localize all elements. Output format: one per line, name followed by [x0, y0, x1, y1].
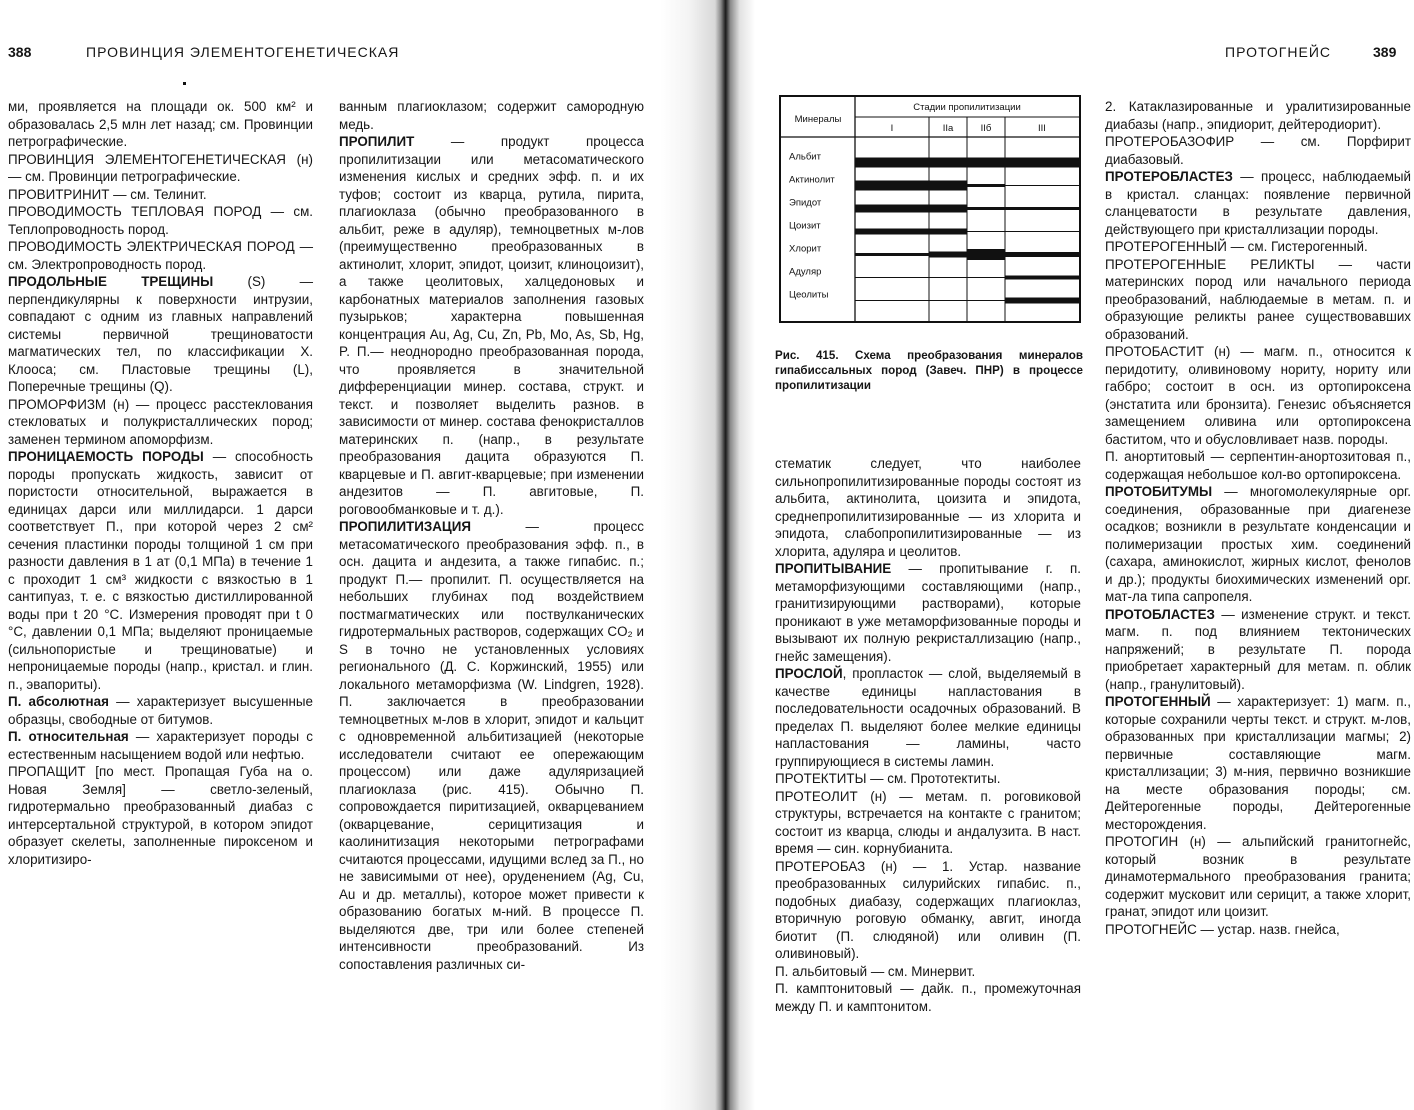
entry-headword: ПРОНИЦАЕМОСТЬ ПОРОДЫ: [8, 449, 204, 464]
entry-text: — процесс, наблюдаемый в кристал. сланцах: появление первичной сланцеватости в результате давления, действующего при кристаллизации породы.: [1105, 169, 1411, 237]
entry-paragraph: [775, 665, 1081, 770]
entry-headword: ПРОПИЛИТ: [339, 134, 415, 149]
stage-presence-bar: [855, 229, 967, 235]
entry-paragraph: [1105, 606, 1411, 694]
entry-text: ПРОПАЩИТ [по мест. Пропащая Губа на о. Новая Земля] — светло-зеленый, гидротермально преобразованный диабаз с интерсертальной структурой, в котором эпидот образует скелеты, заполненные пироксеном и хлоритизиро-: [8, 764, 313, 867]
entry-text: ПРОВИНЦИЯ ЭЛЕМЕНТОГЕНЕТИЧЕСКАЯ (н) — см. Провинции петрографические.: [8, 151, 313, 184]
printer-mark: [183, 82, 186, 85]
entry-paragraph: [775, 560, 1081, 665]
entry-text: — характеризует породы с естественным насыщением водой или нефтью.: [8, 729, 313, 762]
entry-paragraph: [775, 770, 1081, 788]
entry-text: ПРОТЕРОБАЗ (н) — 1. Устар. название преобразованных силурийских гипабис. п., подобных диабазу, содержащих плагиоклаз, вторичную роговую обманку, авгит, иногда биотит (П. слюдяной) или оливин (П. оливиновый).: [775, 858, 1081, 961]
right-page: [755, 0, 1414, 1110]
stage-presence-bar: [1005, 276, 1079, 280]
entry-text: ПРОМОРФИЗМ (н) — процесс расстеклования стекловатых и полукристаллических пород; заменен термином апоморфизм.: [8, 396, 313, 447]
header-stages: Стадии пропилитизации: [913, 102, 1021, 113]
entry-text: ПРОТОБАСТИТ (н) — магм. п., относится к перидотиту, оливиновому нориту, нориту или габбро; состоит в осн. из ортопироксена (энстатита или бронзита). Генезис объясняется замещением оливина или ортопироксена баститом, что и обусловливает назв. породы.: [1105, 344, 1411, 447]
entry-text: — изменение структ. и текст. магм. п. под влиянием тектонических напряжений; в результате П. порода приобретает характерный для метам. п. облик (напр., гранулитовый).: [1105, 606, 1411, 692]
figure-415-table: [779, 95, 1081, 323]
stage-presence-bar: [967, 249, 1005, 260]
stage-presence-bar: [967, 207, 1079, 210]
entry-text: — способность породы пропускать жидкость, зависит от пористости относительной, выражается в единицах дарси или миллидарси. 1 дарси соответствует П., при которой через 2 см² сечения пластинки породы толщиной 1 см при разности давления в 1 ат (0,1 МПа) в течение 1 с проходит 1 см³ жидкости с вязкостью в 1 сантипуаз, т. е. с вязкостью дистиллированной воды при t 20 °С. Измерения проводят при t 0 °С, давлении 0,1 МПа; выделяют проницаемые (сильнопористые и трещиноватые) и непроницаемые породы (напр., кристал. и глин. п., эвапориты).: [8, 449, 313, 692]
page-number-right: 389: [1373, 44, 1397, 60]
entry-text: ПРОТЕОЛИТ (н) — метам. п. роговиковой структуры, встречается на контакте с гранитом; состоит из кварца, слюды и андалузита. В наст. время — син. корнубианита.: [775, 788, 1081, 856]
entry-text: ПРОВОДИМОСТЬ ЭЛЕКТРИЧЕСКАЯ ПОРОД — см. Электропроводность пород.: [8, 239, 313, 272]
stage-label: IIа: [942, 123, 954, 134]
stage-presence-bar: [855, 205, 967, 213]
entry-text: П. камптонитовый — дайк. п., промежуточная между П. и камптонитом.: [775, 981, 1081, 1014]
entry-headword: ПРОСЛОЙ: [775, 666, 843, 681]
stage-presence-bar: [1005, 252, 1079, 257]
right-column-2: [1105, 98, 1411, 938]
entry-text: — продукт процесса пропилитизации или метасоматического изменения кислых и средних эфф. п. и их туфов; состоит из кварца, рутила, пирита, плагиоклаза (обычно преобразованного в альбит, реже в адуляр), темноцветных м-лов (преимущественно преобразованных в актинолит, хлорит, эпидот, цоизит, клиноцоизит), а также цеолитовых, халцедоновых и карбонатных материалов заполнения газовых пузырьков; характерна повышенная концентрация Au, Ag, Cu, Zn, Pb, Mo, As, Sb, Hg, P. П.— неоднородно преобразованная порода, что проявляется в значительной дифференциации минер. состава, структ. и текст. и позволяет выделить разнов. в зависимости от минер. состава фенокристаллов материнских п. (напр., в результате преобразования дацита образуются П. кварцевые и П. авгит-кварцевые; при изменении андезитов — П. авгитовые, П. роговообманковые и т. д.).: [339, 134, 644, 517]
header-minerals: Минералы: [794, 114, 842, 125]
entry-text: , пропласток — слой, выделяемый в качестве единицы напластования в последовательности осадочных образований. В пределах П. выделяют более мелкие единицы напластования — ламины, часто группирующиеся в системы ламин.: [775, 666, 1081, 769]
entry-paragraph: [1105, 448, 1411, 483]
entry-headword: ПРОДОЛЬНЫЕ ТРЕЩИНЫ: [8, 274, 214, 289]
mineral-label: Хлорит: [789, 243, 822, 255]
entry-paragraph: [339, 133, 644, 518]
entry-paragraph: [1105, 133, 1411, 168]
book-spine: [660, 0, 755, 1110]
entry-text: ПРОТЕРОБАЗОФИР — см. Порфирит диабазовый.: [1105, 134, 1411, 167]
entry-paragraph: [1105, 693, 1411, 833]
entry-paragraph: [8, 448, 313, 693]
entry-headword: П. относительная: [8, 729, 129, 744]
entry-headword: ПРОТОБИТУМЫ: [1105, 484, 1213, 499]
entry-paragraph: [8, 186, 313, 204]
entry-paragraph: [8, 98, 313, 151]
entry-paragraph: [775, 788, 1081, 858]
entry-paragraph: [8, 151, 313, 186]
left-column-1: [8, 98, 313, 868]
running-head-left: ПРОВИНЦИЯ ЭЛЕМЕНТОГЕНЕТИЧЕСКАЯ: [86, 44, 400, 60]
stage-label: I: [890, 123, 894, 134]
mineral-label: Эпидот: [789, 197, 822, 209]
entry-paragraph: [8, 203, 313, 238]
entry-headword: ПРОПИЛИТИЗАЦИЯ: [339, 519, 471, 534]
entry-paragraph: [1105, 343, 1411, 448]
entry-paragraph: [339, 518, 644, 973]
mineral-label: Цоизит: [789, 220, 821, 232]
entry-text: — многомолекулярные орг. соединения, образованные при диагенезе осадков; возникли в результате конденсации и полимеризации простых хим. соединений (сахара, аминокислот, жирных кислот, фенолов и др.); продукты биохимических изменений орг. мат-ла типа сапропеля.: [1105, 484, 1411, 604]
stage-label: IIб: [980, 123, 992, 134]
left-column-2: [339, 98, 644, 973]
figure-caption: Рис. 415. Схема преобразования минералов гипабиссальных пород (Завеч. ПНР) в процессе пропилитизации: [775, 349, 1083, 392]
entry-paragraph: [8, 273, 313, 396]
entry-headword: ПРОТОБЛАСТЕЗ: [1105, 606, 1215, 622]
entry-paragraph: [775, 963, 1081, 981]
entry-headword: ПРОТЕРОБЛАСТЕЗ: [1105, 169, 1233, 184]
entry-text: — пропитывание г. п. метаморфизующими составляющими (напр., гранитизирующими растворами), которые проникают в уже метаморфизованные породы и вызывают их полную рекристаллизацию (напр., гнейс замещения).: [775, 561, 1081, 664]
entry-headword: ПРОПИТЫВАНИЕ: [775, 561, 892, 576]
entry-text: П. анортитовый — серпентин-анортозитовая п., содержащая небольшое кол-во ортопироксена.: [1105, 449, 1411, 482]
mineral-label: Адуляр: [789, 266, 822, 278]
entry-text: ПРОТОГИН (н) — альпийский гранитогнейс, который возник в результате динамотермального преобразования гранита; содержит мусковит или серицит, а также хлорит, гранат, эпидот или цоизит.: [1105, 834, 1411, 919]
entry-text: ПРОТЕРОГЕННЫЙ — см. Гистерогенный.: [1105, 239, 1368, 254]
entry-paragraph: [775, 980, 1081, 1015]
entry-paragraph: [8, 238, 313, 273]
stage-label: III: [1038, 123, 1046, 134]
running-head-right: ПРОТОГНЕЙС: [1225, 44, 1331, 60]
mineral-label: Цеолиты: [789, 289, 829, 301]
entry-paragraph: [339, 98, 644, 133]
entry-text: ПРОТОГНЕЙС — устар. назв. гнейса,: [1105, 921, 1340, 937]
stage-presence-bar: [967, 184, 1005, 187]
stage-presence-bar: [855, 181, 967, 191]
entry-paragraph: [1105, 256, 1411, 344]
entry-text: — характеризует высушенные образцы, свободные от битумов.: [8, 694, 314, 727]
entry-paragraph: [1105, 833, 1411, 921]
entry-paragraph: [1105, 98, 1411, 133]
entry-text: — характеризует: 1) магм. п., которые сохранили черты текст. и структ. м-лов, образованных при кристаллизации магмы; 2) первичные составляющие магм. кристаллизации; 3) м-ния, первично возникшие на месте образования породы; см. Дейтерогенные породы, Дейтерогенные месторождения.: [1105, 694, 1411, 832]
entry-text: — процесс метасоматического преобразования эфф. п., в осн. дацита и андезита, а также гипабис. п.; продукт П.— пропилит. П. осуществляется на небольших глубинах под воздействием постмагматических или поствулканических гидротермальных растворов, содержащих CO₂ и S в точно не установленных условиях регионального (Д. С. Коржинский, 1955) или локального метаморфизма (W. Lindgren, 1928). П. заключается в преобразовании темноцветных м-лов в хлорит, эпидот и кальцит с одновременной альбитизацией (некоторые исследователи считают ее опережающим процессом) или даже адуляризацией плагиоклаза (рис. 415). Обычно П. сопровождается пиритизацией, окварцеванием (окварцевание, серицитизация и каолинитизация некоторыми петрографами считаются процессами, идущими вслед за П., но не зависимыми от нее), оруденением (Ag, Cu, Au и др. металлы), которое может привести к образованию богатых м-ний. В процессе П. выделяются две, три или более степеней интенсивности преобразований. Из сопоставления различных си-: [339, 519, 644, 972]
right-column-1: [775, 455, 1081, 1015]
entry-text: ПРОТЕРОГЕННЫЕ РЕЛИКТЫ — части материнских пород или начального периода преобразований, наблюдаемые в метам. п. и образующие реликты ранее существовавших образований.: [1105, 256, 1411, 342]
entry-text: ванным плагиоклазом; содержит самородную медь.: [339, 99, 644, 132]
stage-presence-bar: [855, 158, 1079, 168]
entry-paragraph: [1105, 921, 1411, 939]
entry-text: ПРОТЕКТИТЫ — см. Прототектиты.: [775, 771, 1001, 786]
left-page: [0, 0, 660, 1110]
entry-paragraph: [775, 455, 1081, 560]
entry-headword: П. абсолютная: [8, 694, 109, 709]
entry-paragraph: [8, 763, 313, 868]
entry-paragraph: [8, 396, 313, 449]
entry-text: ПРОВОДИМОСТЬ ТЕПЛОВАЯ ПОРОД — см. Теплопроводность пород.: [8, 204, 313, 237]
entry-paragraph: [1105, 483, 1411, 606]
entry-text: ми, проявляется на площади ок. 500 км² и образовалась 2,5 млн лет назад; см. Провинции петрографические.: [8, 99, 313, 149]
entry-headword: ПРОТОГЕННЫЙ: [1105, 694, 1211, 709]
entry-text: ПРОВИТРИНИТ — см. Телинит.: [8, 186, 207, 202]
entry-paragraph: [1105, 168, 1411, 238]
entry-paragraph: [8, 693, 313, 728]
page-number-left: 388: [8, 44, 32, 60]
stage-presence-bar: [1005, 298, 1079, 304]
entry-paragraph: [8, 728, 313, 763]
mineral-label: Альбит: [789, 151, 821, 163]
entry-paragraph: [1105, 238, 1411, 256]
mineral-label: Актинолит: [789, 174, 835, 186]
entry-text: П. альбитовый — см. Минервит.: [775, 963, 976, 979]
entry-text: (S) — перпендикулярны к поверхности интрузии, совпадают с одним из главных направлений системы первичной трещиноватости магматических тел, по классификации Х. Клооса; см. Пластовые трещины (L), Поперечные трещины (Q).: [8, 274, 313, 394]
entry-paragraph: [775, 858, 1081, 963]
entry-text: 2. Катаклазированные и уралитизированные диабазы (напр., эпидиорит, дейтеродиорит).: [1105, 99, 1411, 132]
stage-presence-bar: [929, 252, 967, 258]
entry-text: стематик следует, что наиболее сильнопропилитизированные породы состоят из альбита, актинолита, цоизита и эпидота, среднепропилитизированные — из хлорита и эпидота, слабопропилитизированные — из хлорита, адуляра и цеолитов.: [775, 456, 1081, 559]
stage-presence-bar: [855, 253, 929, 256]
propylitization-stage-chart: [781, 97, 1079, 321]
